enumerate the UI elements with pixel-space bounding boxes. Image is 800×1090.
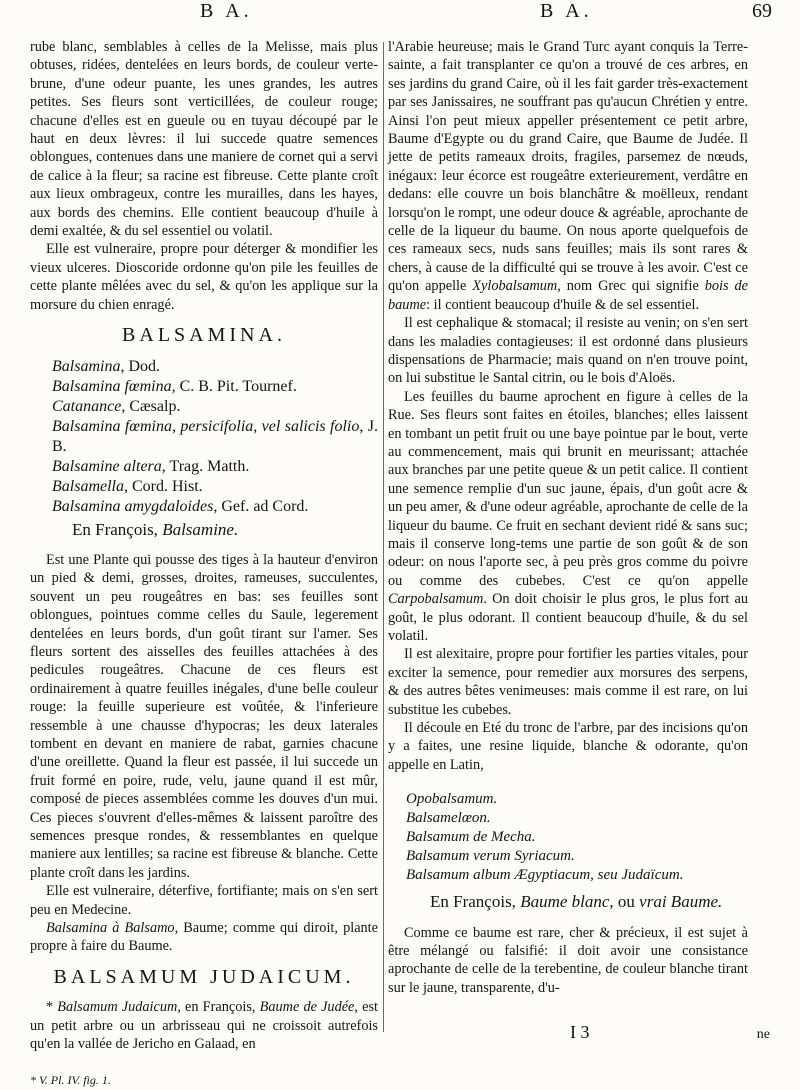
catchword: ne (756, 1027, 770, 1042)
french-name: En François, Balsamine. (72, 519, 239, 539)
paragraph: Comme ce baume est rare, cher & précieux, il est sujet à être mélangé ou falsifié: il doit avoir une consistance aprochante de celle de la terebentine, de couleur blanche tirant sur le jaune, transparente, d'u- (388, 924, 748, 996)
section-heading: BALSAMUM JUDAICUM. (53, 965, 355, 988)
synonym-item: Balsamum de Mecha. (406, 829, 536, 846)
synonym-item: Balsamina fœmina, C. B. Pit. Tournef. (52, 377, 297, 395)
synonym-item: Opobalsamum. (406, 791, 498, 808)
paragraph: Il est cephalique & stomacal; il resiste au venin; on s'en sert dans les maladies contagieuses: il est ordonné dans plusieurs dispensations de Pharmacie; mais quand on n'en trouve point, on lui substitue le Santal citrin, ou le bois d'Aloës. (388, 315, 748, 387)
synonym-item: Balsamine altera, Trag. Matth. (52, 457, 250, 475)
paragraph: Est une Plante qui pousse des tiges à la hauteur d'environ un pied & demi, grosses, droites, rameuses, succulentes, souvent un peu rougeâtres en bas: ses feuilles sont oblongues, pointues comme celles du Saule, legerement dentelées en leurs bords, d'un goût tirant sur l'amer. Ses fleurs sortent des aisselles des feuilles attachées à des pedicules rougeâtres. Chacune de ces fleurs est ordinairement à quatre feuilles inégales, d'une belle couleur rouge: la feuille superieure est voûtée, & l'inferieure ressemble à une chausse d'hypocras; les deux laterales tombent en devant en maniere de rabat, garnies chacune d'une oreillette. Quand la fleur est passée, il lui succede un fruit formé en poire, rude, velu, jaune quand il est mûr, composé de pieces assemblées comme les douves d'un mui. Ces pieces s'ouvrent d'elles-mêmes & laissent paroître des semences presque rondes, & ressemblantes en quelque maniere aux lentilles; sa racine est fibreuse & blanche. Cette plante croît dans les jardins. (30, 551, 378, 881)
paragraph: rube blanc, semblables à celles de la Melisse, mais plus obtuses, ridées, dentelées en leurs bords, de couleur verte-brune, d'une odeur puante, les unes grandes, les autres petites. Ses fleurs sont verticillées, de couleur rouge; chacune d'elles est en gueule ou en tuyau découpé par le haut en deux lèvres: il lui succede quatre semences oblongues, contenues dans une maniere de cornet qui a servi de calice à la fleur; sa racine est fibreuse. Cette plante croît aux lieux ombrageux, contre les murailles, dans les hayes, aux bords des chemins. Elle contient beaucoup d'huile à demi exaltée, & du sel essentiel ou volatil. (30, 39, 378, 240)
section-heading: BALSAMINA. (122, 324, 286, 347)
right-column (388, 38, 748, 997)
french-name: En François, Baume blanc, ou vrai Baume. (430, 892, 723, 912)
paragraph: l'Arabie heureuse; mais le Grand Turc ayant conquis la Terre-sainte, a fait transplanter ce qu'on a trouvé de ces arbres, en ses jardins du grand Caire, où il les fait garder très-exactement par ses Janissaires, ne souffrant pas qu'aucun Chrétien y entre. Ainsi l'on peut mieux appeller présentement ce petit arbre, Baume d'Egypte ou du grand Caire, que Baume de Judée. Il jette de petits rameaux droits, fragiles, parsemez de nœuds, inégaux: leur écorce est rougeâtre exterieurement, verdâtre en dedans: elle couvre un bois blanchâtre & moëlleux, rendant lorsqu'on le rompt, une odeur douce & agréable, aprochante de celle de la liqueur du baume. On nous aporte quelquefois de ces rameaux secs, nuds sans feuilles; mais ils sont rares & chers, à cause de la difficulté qui se trouve à les avoir. C'est ce qu'on appelle Xylobalsamum, nom Grec qui signifie bois de baume: il contient beaucoup d'huile & de sel essentiel. (388, 39, 748, 313)
left-column (30, 38, 378, 1090)
column-divider (383, 42, 384, 1032)
running-head-left: B A. (200, 0, 253, 22)
page-number: 69 (752, 0, 772, 22)
synonym-item: Balsamina fœmina, persicifolia, vel salicis folio, J. B. (52, 417, 378, 455)
footnote: * V. Pl. IV. fig. 1. (30, 1073, 111, 1088)
synonym-item: Catanance, Cæsalp. (52, 397, 181, 415)
synonym-item: Balsamelœon. (406, 810, 491, 827)
paragraph: Les feuilles du baume aprochent en figure à celles de la Rue. Ses fleurs sont faites en étoiles, blanches; elles laissent en tombant un petit fruit ou une baye pointue par le bout, verte au commencement, mais qui brunit en meurissant; attachée aux branches par une petite queue & un petit calice. Il contient une semence remplie d'un suc jaune, épais, d'un goût acre & un peu amer, & d'une odeur agréable, aprochante de celle de la liqueur du baume. Ce fruit en sechant devient ridé & sans suc; mais il conserve long-tems une partie de son goût & de son odeur: on nous l'aporte sec, à peu près gros comme du poivre ou comme des cubebes. C'est ce qu'on appelle Carpobalsamum. On doit choisir le plus gros, le plus fort au goût, le plus odorant. Il contient beaucoup d'huile, & du sel volatil. (388, 388, 748, 644)
synonym-item: Balsamina, Dod. (52, 357, 161, 375)
paragraph: Elle est vulneraire, propre pour déterger & mondifier les vieux ulceres. Dioscoride ordonne qu'on pile les feuilles de cette plante mêlées avec du sel, & qu'on les applique sur la morsure du chien enragé. (30, 241, 378, 313)
synonym-list (406, 790, 748, 885)
synonym-item: Balsamum album Ægyptiacum, seu Judaïcum. (406, 867, 684, 884)
paragraph: Il découle en Eté du tronc de l'arbre, par des incisions qu'on y a faites, une resine liquide, blanche & odorante, qu'on appelle en Latin, (388, 720, 748, 773)
paragraph: Balsamina à Balsamo, Baume; comme qui diroit, plante propre à faire du Baume. (30, 920, 379, 955)
paragraph: Elle est vulneraire, déterfive, fortifiante; mais on s'en sert peu en Medecine. (30, 883, 378, 918)
synonym-item: Balsamum verum Syriacum. (406, 848, 575, 865)
synonym-item: Balsamina amygdaloides, Gef. ad Cord. (52, 497, 309, 515)
synonym-item: Balsamella, Cord. Hist. (52, 477, 203, 495)
running-head-right: B A. (540, 0, 593, 22)
signature-mark: I 3 (570, 1022, 590, 1042)
paragraph: Il est alexitaire, propre pour fortifier les parties vitales, pour exciter la semence, pour remedier aux morsures des serpens, & des autres bêtes venimeuses: mais comme il est rare, on lui substitue les cubebes. (388, 646, 748, 718)
synonym-list (30, 357, 378, 517)
paragraph: * Balsamum Judaicum, en François, Baume de Judée, est un petit arbre ou un arbrisseau qui ne croissoit autrefois qu'en la vallée de Jericho en Galaad, en (30, 999, 378, 1053)
